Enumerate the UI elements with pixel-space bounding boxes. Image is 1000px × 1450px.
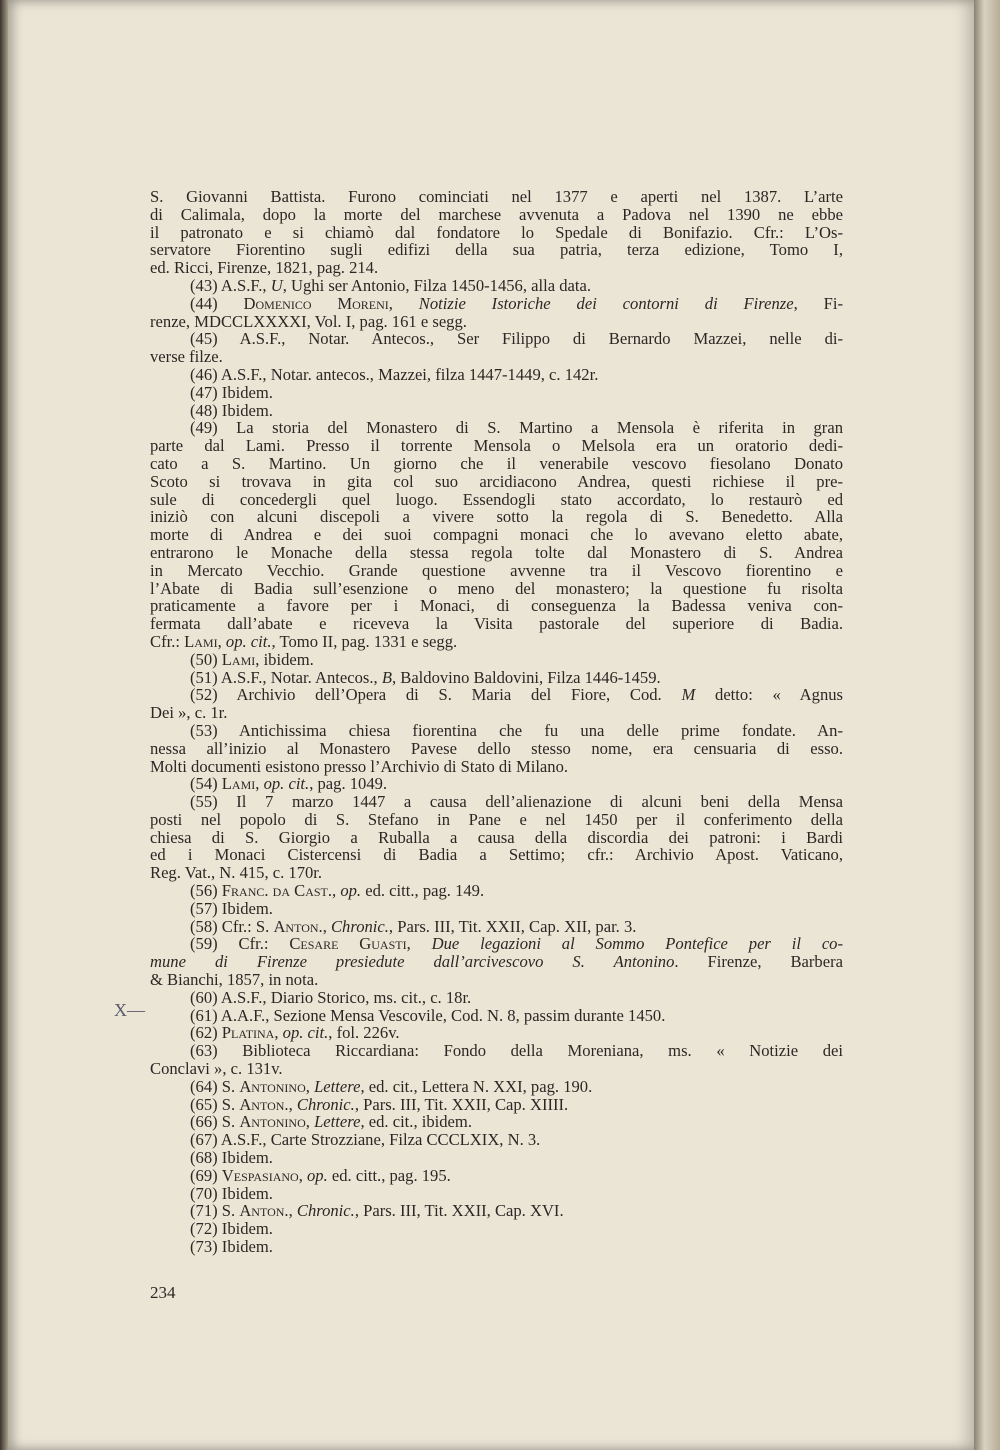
text-segment: (67) A.S.F., Carte Strozziane, Filza CCCLXIX, N. 3. <box>190 1130 541 1150</box>
text-line <box>150 1078 843 1096</box>
text-line <box>150 348 843 366</box>
text-segment: (73) Ibidem. <box>190 1237 273 1257</box>
text-segment: detto: « Agnus <box>695 685 843 705</box>
italic-text: mune di Firenze presiedute dall’arcivescovo S. Antonino <box>150 952 675 972</box>
text-segment: (52) Archivio dell’Opera di S. Maria del Fiore, Cod. <box>190 685 682 705</box>
text-segment: nessa all’inizio al Monastero Pavese dello stesso nome, era censuaria di esso. <box>150 738 843 758</box>
text-line <box>150 651 843 669</box>
text-segment: (56) <box>190 881 222 901</box>
italic-text: Notizie Istoriche dei contorni di Firenze <box>418 293 794 313</box>
italic-text: M <box>681 685 696 705</box>
text-segment: morte di Andrea e dei suoi compagni monaci che lo avevano eletto abate, <box>150 525 843 545</box>
italic-text: Chronic. <box>296 1201 355 1221</box>
text-segment: , Fi- <box>793 293 844 313</box>
book-gutter <box>0 0 8 1450</box>
text-segment: (61) A.A.F., Sezione Mensa Vescovile, Cod. N. 8, passim durante 1450. <box>190 1005 666 1025</box>
italic-text: op. cit. <box>282 1023 329 1043</box>
text-line <box>150 526 843 544</box>
author-name: Lami <box>184 631 218 651</box>
text-segment: di Calimala, dopo la morte del marchese avvenuta a Padova nel 1390 ne ebbe <box>150 204 843 224</box>
text-line <box>150 580 843 598</box>
text-segment: , ed. cit., ibidem. <box>360 1112 472 1132</box>
author-name: Anton. <box>273 916 323 936</box>
text-line <box>150 615 843 633</box>
text-segment: (43) A.S.F., <box>190 275 271 295</box>
text-line <box>150 224 843 242</box>
italic-text: Chronic. <box>330 916 389 936</box>
text-segment: sule di concedergli quel luogo. Essendogli stato accordato, lo restaurò ed <box>150 489 843 509</box>
text-segment: (55) Il 7 marzo 1447 a causa dell’alienazione di alcuni beni della Mensa <box>190 792 843 812</box>
text-segment: , <box>288 1094 297 1114</box>
text-line <box>150 491 843 509</box>
text-segment: (45) A.S.F., Notar. Antecos., Ser Filippo di Bernardo Mazzei, nelle di- <box>190 329 843 349</box>
text-segment: ed i Monaci Cistercensi di Badia a Settimo; cfr.: Archivio Apost. Vaticano, <box>150 845 843 865</box>
text-segment: (49) La storia del Monastero di S. Martino a Mensola è riferita in gran <box>190 418 843 438</box>
author-name: Lami <box>221 774 256 794</box>
text-line <box>150 1131 843 1149</box>
text-line <box>150 669 843 687</box>
text-line <box>150 1238 843 1256</box>
text-line <box>150 366 843 384</box>
text-line <box>150 971 843 989</box>
text-segment: , <box>388 293 419 313</box>
text-segment: , <box>274 1023 283 1043</box>
text-segment: entrarono le Monache della stessa regola tolte dal Monastero di S. Andrea <box>150 542 843 562</box>
text-segment: l’Abate di Badia sull’esenzione o meno del monastero; la questione fu risolta <box>150 578 843 598</box>
text-line <box>150 384 843 402</box>
text-segment: fermata dall’abate e riceveva la Visita pastorale del superiore di Badia. <box>150 614 843 634</box>
text-segment: Molti documenti esistono presso l’Archivio di Stato di Milano. <box>150 756 569 776</box>
text-segment: . Firenze, Barbera <box>674 952 843 972</box>
text-segment: (70) Ibidem. <box>190 1183 273 1203</box>
text-line <box>150 829 843 847</box>
text-segment: parte dal Lami. Presso il torrente Mensola o Melsola era un oratorio dedi- <box>150 436 843 456</box>
text-segment: ed. citt., pag. 149. <box>361 881 485 901</box>
text-segment: , <box>217 631 226 651</box>
text-segment: (64) S. <box>190 1076 240 1096</box>
text-segment: (57) Ibidem. <box>190 898 273 918</box>
text-segment: Reg. Vat., N. 415, c. 170r. <box>150 863 323 883</box>
text-segment: , Baldovino Baldovini, Filza 1446-1459. <box>391 667 661 687</box>
text-segment: , <box>298 1165 307 1185</box>
footnotes-body <box>150 188 843 1256</box>
page-edge <box>974 0 1000 1450</box>
text-line <box>150 1149 843 1167</box>
text-line <box>150 989 843 1007</box>
text-line <box>150 1042 843 1060</box>
text-segment: , <box>305 1076 315 1096</box>
author-name: Cesare Guasti <box>289 934 407 954</box>
italic-text: op. cit. <box>225 631 272 651</box>
author-name: Lami <box>221 649 256 669</box>
text-line <box>150 402 843 420</box>
text-line <box>150 704 843 722</box>
text-segment: chiesa di S. Giorgio a Ruballa a causa della discordia dei patroni: i Bardi <box>150 827 843 847</box>
text-line <box>150 793 843 811</box>
text-line <box>150 1167 843 1185</box>
text-segment: , ibidem. <box>255 649 314 669</box>
text-line <box>150 313 843 331</box>
text-line <box>150 206 843 224</box>
text-line <box>150 864 843 882</box>
author-name: Antonino <box>239 1076 306 1096</box>
text-line <box>150 1024 843 1042</box>
text-segment: (69) <box>190 1165 222 1185</box>
text-segment: , Tomo II, pag. 1331 e segg. <box>271 631 458 651</box>
text-segment: , <box>322 916 331 936</box>
text-line <box>150 437 843 455</box>
italic-text: Chronic. <box>296 1094 355 1114</box>
text-line <box>150 508 843 526</box>
text-segment: verse filze. <box>150 347 223 367</box>
text-line <box>150 455 843 473</box>
text-line <box>150 882 843 900</box>
text-segment: , Pars. III, Tit. XXII, Cap. XIIII. <box>354 1094 569 1114</box>
text-line <box>150 1060 843 1078</box>
text-segment: Cfr.: <box>150 631 185 651</box>
text-segment: (59) Cfr.: <box>190 934 290 954</box>
text-segment: cato a S. Martino. Un giorno che il venerabile vescovo fiesolano Donato <box>150 453 843 473</box>
italic-text: op. cit. <box>263 774 310 794</box>
italic-text: Lettere <box>314 1112 361 1132</box>
text-segment: , pag. 1049. <box>309 774 388 794</box>
text-segment: (58) Cfr.: S. <box>190 916 274 936</box>
text-line <box>150 188 843 206</box>
text-line <box>150 633 843 651</box>
text-segment: ed. Ricci, Firenze, 1821, pag. 214. <box>150 258 379 278</box>
text-segment: , <box>406 934 432 954</box>
text-segment: (63) Biblioteca Riccardiana: Fondo della Moreniana, ms. « Notizie dei <box>190 1041 843 1061</box>
text-line <box>150 918 843 936</box>
text-segment: (51) A.S.F., Notar. Antecos., <box>190 667 382 687</box>
text-line <box>150 1220 843 1238</box>
text-segment: (65) S. <box>190 1094 240 1114</box>
text-segment: (53) Antichissima chiesa fiorentina che fu una delle prime fondate. An- <box>190 720 843 740</box>
italic-text: op. <box>340 881 362 901</box>
text-segment: Scoto si trovava in gita col suo arcidiacono Andrea, questi richiese il pre- <box>150 471 843 491</box>
text-segment: posti nel popolo di S. Stefano in Pane e nel 1450 per il conferimento della <box>150 809 843 829</box>
text-segment: Dei », c. 1r. <box>150 703 228 723</box>
text-segment: servatore Fiorentino sugli edifizi della sua patria, terza edizione, Tomo I, <box>150 240 843 260</box>
text-segment: (47) Ibidem. <box>190 382 273 402</box>
text-segment: , Pars. III, Tit. XXII, Cap. XVI. <box>354 1201 564 1221</box>
text-line <box>150 473 843 491</box>
text-segment: in Mercato Vecchio. Grande questione avvenne tra il Vescovo fiorentino e <box>150 560 843 580</box>
text-segment: (46) A.S.F., Notar. antecos., Mazzei, filza 1447-1449, c. 142r. <box>190 364 599 384</box>
text-segment: , fol. 226v. <box>328 1023 400 1043</box>
text-line <box>150 241 843 259</box>
text-line <box>150 295 843 313</box>
text-line <box>150 935 843 953</box>
text-segment: , <box>305 1112 315 1132</box>
text-line <box>150 722 843 740</box>
author-name: Antonino <box>239 1112 306 1132</box>
italic-text: Lettere <box>314 1076 361 1096</box>
text-line <box>150 330 843 348</box>
text-line <box>150 1202 843 1220</box>
text-line <box>150 562 843 580</box>
author-name: Franc. da Cast. <box>221 881 333 901</box>
text-segment: il patronato e si chiamò dal fondatore lo Spedale di Bonifazio. Cfr.: L’Os- <box>150 222 843 242</box>
text-segment: (62) <box>190 1023 222 1043</box>
text-line <box>150 775 843 793</box>
author-name: Anton. <box>239 1094 289 1114</box>
text-line <box>150 900 843 918</box>
text-line <box>150 597 843 615</box>
text-segment: , <box>255 774 264 794</box>
text-segment: (44) <box>190 293 244 313</box>
text-segment: renze, MDCCLXXXXI, Vol. I, pag. 161 e segg. <box>150 311 467 331</box>
text-segment: (66) S. <box>190 1112 240 1132</box>
text-segment: iniziò con alcuni discepoli a vivere sotto la regola di S. Benedetto. Alla <box>150 507 843 527</box>
italic-text: Due legazioni al Sommo Pontefice per il co- <box>431 934 844 954</box>
text-line <box>150 259 843 277</box>
text-line <box>150 758 843 776</box>
italic-text: U <box>270 275 283 295</box>
text-line <box>150 1113 843 1131</box>
text-segment: , Pars. III, Tit. XXII, Cap. XII, par. 3. <box>388 916 637 936</box>
text-line <box>150 846 843 864</box>
italic-text: B <box>381 667 392 687</box>
text-line <box>150 277 843 295</box>
text-segment: , <box>332 881 341 901</box>
text-segment: (68) Ibidem. <box>190 1148 273 1168</box>
text-line <box>150 953 843 971</box>
text-segment: (72) Ibidem. <box>190 1219 273 1239</box>
text-segment: (48) Ibidem. <box>190 400 273 420</box>
text-segment: , <box>288 1201 297 1221</box>
text-segment: ed. citt., pag. 195. <box>327 1165 451 1185</box>
text-line <box>150 740 843 758</box>
text-line <box>150 1185 843 1203</box>
italic-text: op. <box>307 1165 328 1185</box>
text-line <box>150 419 843 437</box>
text-line <box>150 1096 843 1114</box>
text-segment: Conclavi », c. 131v. <box>150 1059 283 1079</box>
margin-annotation: X— <box>114 1000 145 1020</box>
author-name: Platina <box>221 1023 275 1043</box>
text-segment: (60) A.S.F., Diario Storico, ms. cit., c. 18r. <box>190 987 472 1007</box>
author-name: Domenico Moreni <box>243 293 389 313</box>
text-line <box>150 811 843 829</box>
text-segment: (71) S. <box>190 1201 240 1221</box>
text-line <box>150 544 843 562</box>
text-segment: , ed. cit., Lettera N. XXI, pag. 190. <box>360 1076 593 1096</box>
text-line <box>150 686 843 704</box>
author-name: Anton. <box>239 1201 289 1221</box>
text-segment: (54) <box>190 774 222 794</box>
text-segment: (50) <box>190 649 222 669</box>
text-segment: praticamente a favore per i Monaci, di conseguenza la Badessa veniva con- <box>150 596 843 616</box>
text-line <box>150 1007 843 1025</box>
text-segment: & Bianchi, 1857, in nota. <box>150 970 319 990</box>
text-segment: S. Giovanni Battista. Furono cominciati nel 1377 e aperti nel 1387. L’arte <box>150 187 843 206</box>
page-number: 234 <box>150 1283 176 1302</box>
text-segment: , Ughi ser Antonio, Filza 1450-1456, alla data. <box>282 275 592 295</box>
author-name: Vespasiano <box>221 1165 299 1185</box>
